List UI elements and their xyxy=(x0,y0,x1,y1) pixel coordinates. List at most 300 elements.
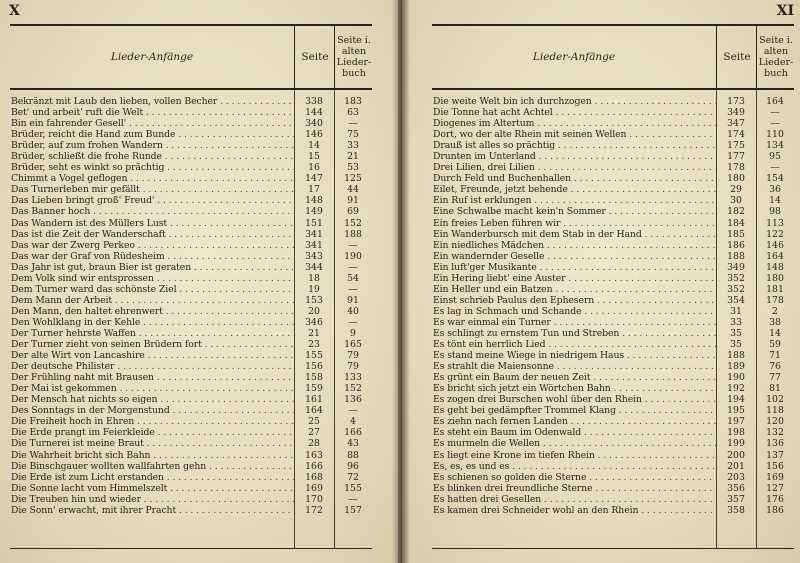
song-title: Es lag in Schmach und Schande . . . xyxy=(433,306,716,317)
table-row xyxy=(432,162,794,173)
page-ref: 155 xyxy=(305,350,323,362)
old-page-ref: 14 xyxy=(769,327,781,339)
page-ref: 200 xyxy=(727,449,745,461)
song-title: Der Mai ist gekommen . . . xyxy=(11,383,294,394)
old-page-ref: 188 xyxy=(344,228,362,240)
song-title: Chimmt a Vogel geflogen . . . xyxy=(11,173,294,184)
page-ref: 147 xyxy=(305,173,323,185)
old-page-ref: 127 xyxy=(766,482,784,494)
index-table xyxy=(10,96,372,516)
old-page-ref: 176 xyxy=(766,493,784,505)
table-row xyxy=(10,273,372,284)
column-header-title: Lieder-Anfänge xyxy=(532,51,616,63)
old-page-ref: 137 xyxy=(766,449,784,461)
page-ref: 197 xyxy=(727,416,745,428)
page-ref: 35 xyxy=(730,339,742,351)
song-title: Brüder, reicht die Hand zum Bunde . . . xyxy=(11,129,294,140)
table-row xyxy=(432,240,794,251)
page-ref: 182 xyxy=(727,206,745,218)
old-page-ref: 186 xyxy=(766,504,784,516)
table-row xyxy=(10,505,372,516)
song-title: Das Jahr ist gut, braun Bier ist geraten . . . xyxy=(11,262,294,273)
old-page-ref: — xyxy=(348,261,358,273)
song-title: Es tönt ein herrlich Lied . . . xyxy=(433,339,716,350)
song-title: Die Wahrheit bricht sich Bahn . . . xyxy=(11,450,294,461)
table-row xyxy=(10,262,372,273)
song-title: Die Turnerei ist meine Braut . . . xyxy=(11,438,294,449)
table-row xyxy=(10,218,372,229)
song-title: Bin ein fahrender Gesell' . . . xyxy=(11,118,294,129)
table-row xyxy=(432,118,794,129)
song-title: Ein luft'ger Musikante . . . xyxy=(433,262,716,273)
table-row xyxy=(432,129,794,140)
song-title: Diogenes im Altertum . . . xyxy=(433,118,716,129)
old-page-ref: 36 xyxy=(769,184,781,196)
page-ref: 357 xyxy=(727,493,745,505)
table-row xyxy=(10,184,372,195)
song-title: Der Turner zieht von seinen Brüdern fort . . . xyxy=(11,339,294,350)
song-title: Das war der Graf von Rüdesheim . . . xyxy=(11,251,294,262)
page-ref: 174 xyxy=(727,129,745,141)
song-title: Der Turner hehrste Waffen . . . xyxy=(11,328,294,339)
page-ref: 343 xyxy=(305,250,323,262)
table-row xyxy=(10,339,372,350)
page-ref: 346 xyxy=(305,316,323,328)
page-ref: 166 xyxy=(305,460,323,472)
page-ref: 194 xyxy=(727,394,745,406)
song-title: Das Banner hoch . . . xyxy=(11,206,294,217)
table-footer-rule xyxy=(432,548,794,549)
page-ref: 188 xyxy=(727,350,745,362)
table-row xyxy=(432,107,794,118)
table-row xyxy=(432,273,794,284)
page-ref: 25 xyxy=(308,416,320,428)
song-title: Das Turnerleben mir gefällt . . . xyxy=(11,184,294,195)
song-title: Ein Wanderbursch mit dem Stab in der Hand . . . xyxy=(433,229,716,240)
table-row xyxy=(432,317,794,328)
page-ref: 203 xyxy=(727,471,745,483)
page-ref: 344 xyxy=(305,261,323,273)
song-title: Die Tonne hat acht Achtel . . . xyxy=(433,107,716,118)
old-page-ref: 102 xyxy=(766,394,784,406)
page-ref: 340 xyxy=(305,118,323,130)
table-row xyxy=(432,372,794,383)
table-row xyxy=(432,251,794,262)
page-ref: 35 xyxy=(730,327,742,339)
table-row xyxy=(10,450,372,461)
song-title: Es stand meine Wiege in niedrigem Haus . . . xyxy=(433,350,716,361)
table-row xyxy=(432,483,794,494)
song-title: Den Wohlklang in der Kehle . . . xyxy=(11,317,294,328)
table-row xyxy=(432,339,794,350)
table-row xyxy=(432,262,794,273)
column-header-title: Lieder-Anfänge xyxy=(110,51,194,63)
right-page xyxy=(402,0,800,563)
song-title: Ein Hering liebt' eine Auster . . . xyxy=(433,273,716,284)
page-ref: 349 xyxy=(727,107,745,119)
table-header xyxy=(10,24,372,90)
song-title: Ein niedliches Mädchen . . . xyxy=(433,240,716,251)
page-ref: 192 xyxy=(727,383,745,395)
page-ref: 14 xyxy=(308,140,320,152)
old-page-ref: 169 xyxy=(766,471,784,483)
table-row xyxy=(432,195,794,206)
table-row xyxy=(10,494,372,505)
song-title: Es grünt ein Baum der neuen Zeit . . . xyxy=(433,372,716,383)
page-ref: 23 xyxy=(308,339,320,351)
table-row xyxy=(10,361,372,372)
old-page-ref: 157 xyxy=(344,504,362,516)
old-page-ref: — xyxy=(770,107,780,119)
old-page-ref: 4 xyxy=(350,416,356,428)
table-row xyxy=(432,184,794,195)
table-row xyxy=(10,195,372,206)
old-page-ref: 75 xyxy=(347,129,359,141)
table-row xyxy=(10,427,372,438)
column-header-page: Seite xyxy=(294,26,335,88)
page-ref: 185 xyxy=(727,228,745,240)
page-ref: 199 xyxy=(727,438,745,450)
song-title: Durch Feld und Buchenhallen . . . xyxy=(433,173,716,184)
old-page-ref: 125 xyxy=(344,173,362,185)
old-page-ref: 180 xyxy=(766,272,784,284)
page-ref: 146 xyxy=(305,129,323,141)
old-page-ref: 98 xyxy=(769,206,781,218)
page-ref: 358 xyxy=(727,504,745,516)
table-row xyxy=(432,494,794,505)
song-title: Bekränzt mit Laub den lieben, vollen Becher . . . xyxy=(11,96,294,107)
table-row xyxy=(10,295,372,306)
table-row xyxy=(10,173,372,184)
table-row xyxy=(10,206,372,217)
table-row xyxy=(432,461,794,472)
page-ref: 352 xyxy=(727,272,745,284)
page-ref: 18 xyxy=(308,272,320,284)
old-page-ref: 148 xyxy=(766,261,784,273)
table-row xyxy=(432,472,794,483)
table-row xyxy=(10,118,372,129)
table-row xyxy=(10,162,372,173)
old-page-ref: 95 xyxy=(769,151,781,163)
old-page-ref: 79 xyxy=(347,361,359,373)
page-ref: 180 xyxy=(727,173,745,185)
song-title: Es murmeln die Wellen . . . xyxy=(433,438,716,449)
old-page-ref: — xyxy=(348,283,358,295)
table-row xyxy=(432,405,794,416)
page-ref: 341 xyxy=(305,239,323,251)
table-row xyxy=(10,284,372,295)
old-page-ref: 152 xyxy=(344,217,362,229)
song-title: Das Lieben bringt groß' Freud' . . . xyxy=(11,195,294,206)
table-row xyxy=(10,317,372,328)
column-header-old-page: Seite i. alten Lieder-buch xyxy=(334,26,373,88)
old-page-ref: 136 xyxy=(766,438,784,450)
old-page-ref: 156 xyxy=(766,460,784,472)
page-ref: 341 xyxy=(305,228,323,240)
old-page-ref: 9 xyxy=(350,327,356,339)
page-ref: 347 xyxy=(727,118,745,130)
table-row xyxy=(432,295,794,306)
song-title: Das Wandern ist des Müllers Lust . . . xyxy=(11,218,294,229)
song-title: Die Treuben hin und wieder . . . xyxy=(11,494,294,505)
table-header xyxy=(432,24,794,90)
table-row xyxy=(10,472,372,483)
table-row xyxy=(432,173,794,184)
old-page-ref: 154 xyxy=(766,173,784,185)
song-title: Ein Heller und ein Batzen . . . xyxy=(433,284,716,295)
page-ref: 172 xyxy=(305,504,323,516)
page-ref: 27 xyxy=(308,427,320,439)
table-row xyxy=(432,427,794,438)
old-page-ref: 88 xyxy=(347,449,359,461)
old-page-ref: 166 xyxy=(344,427,362,439)
song-title: Die Sonn' erwacht, mit ihrer Pracht . . . xyxy=(11,505,294,516)
old-page-ref: 2 xyxy=(772,305,778,317)
table-row xyxy=(10,140,372,151)
song-title: Brüder, auf zum frohen Wandern . . . xyxy=(11,140,294,151)
page-ref: 198 xyxy=(727,427,745,439)
song-title: Der alte Wirt von Lancashire . . . xyxy=(11,350,294,361)
old-page-ref: 38 xyxy=(769,316,781,328)
old-page-ref: 164 xyxy=(766,250,784,262)
song-title: Brüder, schließt die frohe Runde . . . xyxy=(11,151,294,162)
song-title: Es schienen so golden die Sterne . . . xyxy=(433,472,716,483)
song-title: Der Frühling naht mit Brausen . . . xyxy=(11,372,294,383)
song-title: Bet' und arbeit' ruft die Welt . . . xyxy=(11,107,294,118)
song-title: Es schlingt zu ernstem Tun und Streben . . . xyxy=(433,328,716,339)
table-row xyxy=(432,218,794,229)
page-ref: 184 xyxy=(727,217,745,229)
page-ref: 158 xyxy=(305,372,323,384)
table-footer-rule xyxy=(10,548,372,549)
old-page-ref: 118 xyxy=(766,405,784,417)
song-title: Drauß ist alles so prächtig . . . xyxy=(433,140,716,151)
song-title: Die weite Welt bin ich durchzogen . . . xyxy=(433,96,716,107)
song-title: Dem Mann der Arbeit . . . xyxy=(11,295,294,306)
old-page-ref: — xyxy=(348,118,358,130)
table-row xyxy=(432,328,794,339)
table-row xyxy=(432,505,794,516)
old-page-ref: 96 xyxy=(347,460,359,472)
page-ref: 164 xyxy=(305,405,323,417)
song-title: Die Binschgauer wollten wallfahrten gehn . . . xyxy=(11,461,294,472)
song-title: Die Freiheit hoch in Ehren . . . xyxy=(11,416,294,427)
page-ref: 178 xyxy=(727,162,745,174)
old-page-ref: 63 xyxy=(347,107,359,119)
page-ref: 151 xyxy=(305,217,323,229)
song-title: Es ziehn nach fernen Landen . . . xyxy=(433,416,716,427)
old-page-ref: 72 xyxy=(347,471,359,483)
page-ref: 30 xyxy=(730,195,742,207)
page-ref: 188 xyxy=(727,250,745,262)
song-title: Eine Schwalbe macht kein'n Sommer . . . xyxy=(433,206,716,217)
table-row xyxy=(10,483,372,494)
page-ref: 148 xyxy=(305,195,323,207)
page-ref: 15 xyxy=(308,151,320,163)
old-page-ref: 133 xyxy=(344,372,362,384)
table-row xyxy=(10,306,372,317)
page-ref: 21 xyxy=(308,327,320,339)
page-ref: 161 xyxy=(305,394,323,406)
old-page-ref: 165 xyxy=(344,339,362,351)
page-ref: 28 xyxy=(308,438,320,450)
table-row xyxy=(10,240,372,251)
song-title: Es war einmal ein Turner . . . xyxy=(433,317,716,328)
page-ref: 149 xyxy=(305,206,323,218)
song-title: Es liegt eine Krone im tiefen Rhein . . . xyxy=(433,450,716,461)
song-title: Die Sonne lacht vom Himmelszelt . . . xyxy=(11,483,294,494)
table-row xyxy=(10,350,372,361)
old-page-ref: 33 xyxy=(347,140,359,152)
page-ref: 33 xyxy=(730,316,742,328)
page-ref: 156 xyxy=(305,361,323,373)
song-title: Es bricht sich jetzt ein Wörtchen Bahn . . . xyxy=(433,383,716,394)
old-page-ref: — xyxy=(348,405,358,417)
song-title: Das ist die Zeit der Wanderschaft . . . xyxy=(11,229,294,240)
old-page-ref: 91 xyxy=(347,294,359,306)
table-row xyxy=(432,394,794,405)
table-row xyxy=(432,151,794,162)
song-title: Es zogen drei Burschen wohl über den Rhein . . . xyxy=(433,394,716,405)
page-ref: 177 xyxy=(727,151,745,163)
page-ref: 31 xyxy=(730,305,742,317)
old-page-ref: — xyxy=(770,118,780,130)
page-ref: 153 xyxy=(305,294,323,306)
page-ref: 175 xyxy=(727,140,745,152)
table-row xyxy=(10,394,372,405)
song-title: Es, es, es und es . . . xyxy=(433,461,716,472)
page-ref: 354 xyxy=(727,294,745,306)
old-page-ref: 113 xyxy=(766,217,784,229)
table-row xyxy=(10,229,372,240)
page-ref: 195 xyxy=(727,405,745,417)
page-ref: 16 xyxy=(308,162,320,174)
page-ref: 173 xyxy=(727,96,745,107)
table-row xyxy=(10,405,372,416)
table-row xyxy=(432,350,794,361)
table-row xyxy=(10,107,372,118)
song-title: Es blinken drei freundliche Sterne . . . xyxy=(433,483,716,494)
old-page-ref: 181 xyxy=(766,283,784,295)
page-ref: 144 xyxy=(305,107,323,119)
page-ref: 159 xyxy=(305,383,323,395)
table-row xyxy=(432,284,794,295)
song-title: Ein freies Leben führen wir . . . xyxy=(433,218,716,229)
table-row xyxy=(10,461,372,472)
song-title: Es kamen drei Schneider wohl an den Rhein . . . xyxy=(433,505,716,516)
page-ref: 169 xyxy=(305,482,323,494)
page-number: X xyxy=(9,3,20,19)
song-title: Brüder, seht es winkt so prächtig . . . xyxy=(11,162,294,173)
song-title: Der deutsche Philister . . . xyxy=(11,361,294,372)
old-page-ref: 155 xyxy=(344,482,362,494)
song-title: Drunten im Unterland . . . xyxy=(433,151,716,162)
table-row xyxy=(10,129,372,140)
index-table xyxy=(432,96,794,516)
table-row xyxy=(432,361,794,372)
song-title: Dem Turner ward das schönste Ziel . . . xyxy=(11,284,294,295)
column-header-page: Seite xyxy=(716,26,757,88)
old-page-ref: 110 xyxy=(766,129,784,141)
old-page-ref: 190 xyxy=(344,250,362,262)
song-title: Des Sonntags in der Morgenstund . . . xyxy=(11,405,294,416)
table-row xyxy=(432,96,794,107)
page-number: XI xyxy=(776,3,794,19)
column-header-old-page: Seite i. alten Lieder-buch xyxy=(756,26,795,88)
page-ref: 338 xyxy=(305,96,323,107)
old-page-ref: — xyxy=(348,239,358,251)
old-page-ref: 120 xyxy=(766,416,784,428)
page-ref: 189 xyxy=(727,361,745,373)
old-page-ref: 183 xyxy=(344,96,362,107)
table-row xyxy=(432,229,794,240)
old-page-ref: 76 xyxy=(769,361,781,373)
page-ref: 20 xyxy=(308,305,320,317)
song-title: Der Mensch hat nichts so eigen . . . xyxy=(11,394,294,405)
old-page-ref: 44 xyxy=(347,184,359,196)
old-page-ref: 21 xyxy=(347,151,359,163)
table-row xyxy=(10,251,372,262)
song-title: Dort, wo der alte Rhein mit seinen Wellen . . . xyxy=(433,129,716,140)
book-gutter xyxy=(392,0,410,563)
table-row xyxy=(432,206,794,217)
old-page-ref: 43 xyxy=(347,438,359,450)
old-page-ref: 81 xyxy=(769,383,781,395)
old-page-ref: 54 xyxy=(347,272,359,284)
table-row xyxy=(10,416,372,427)
old-page-ref: 53 xyxy=(347,162,359,174)
old-page-ref: 152 xyxy=(344,383,362,395)
page-ref: 190 xyxy=(727,372,745,384)
table-row xyxy=(432,416,794,427)
old-page-ref: 164 xyxy=(766,96,784,107)
song-title: Die Erde ist zum Licht erstanden . . . xyxy=(11,472,294,483)
old-page-ref: 122 xyxy=(766,228,784,240)
song-title: Das war der Zwerg Perkeo . . . xyxy=(11,240,294,251)
table-row xyxy=(432,438,794,449)
old-page-ref: 69 xyxy=(347,206,359,218)
page-ref: 186 xyxy=(727,239,745,251)
song-title: Dem Volk sind wir entsprossen . . . xyxy=(11,273,294,284)
table-row xyxy=(432,450,794,461)
table-row xyxy=(432,140,794,151)
old-page-ref: 14 xyxy=(769,195,781,207)
old-page-ref: 40 xyxy=(347,305,359,317)
page-ref: 163 xyxy=(305,449,323,461)
left-page xyxy=(0,0,398,563)
old-page-ref: — xyxy=(348,316,358,328)
old-page-ref: 71 xyxy=(769,350,781,362)
old-page-ref: — xyxy=(348,493,358,505)
table-row xyxy=(10,328,372,339)
page-ref: 170 xyxy=(305,493,323,505)
old-page-ref: 91 xyxy=(347,195,359,207)
song-title: Es hatten drei Gesellen . . . xyxy=(433,494,716,505)
old-page-ref: 178 xyxy=(766,294,784,306)
song-title: Ein Ruf ist erklungen . . . xyxy=(433,195,716,206)
song-title: Den Mann, den haltet ehrenwert . . . xyxy=(11,306,294,317)
song-title: Es steht ein Baum im Odenwald . . . xyxy=(433,427,716,438)
table-row xyxy=(432,306,794,317)
song-title: Eilet, Freunde, jetzt behende . . . xyxy=(433,184,716,195)
page-ref: 356 xyxy=(727,482,745,494)
old-page-ref: — xyxy=(770,162,780,174)
page-ref: 352 xyxy=(727,283,745,295)
song-title: Es geht bei gedämpfter Trommel Klang . . . xyxy=(433,405,716,416)
table-row xyxy=(10,383,372,394)
old-page-ref: 132 xyxy=(766,427,784,439)
song-title: Drei Lilien, drei Lilien . . . xyxy=(433,162,716,173)
